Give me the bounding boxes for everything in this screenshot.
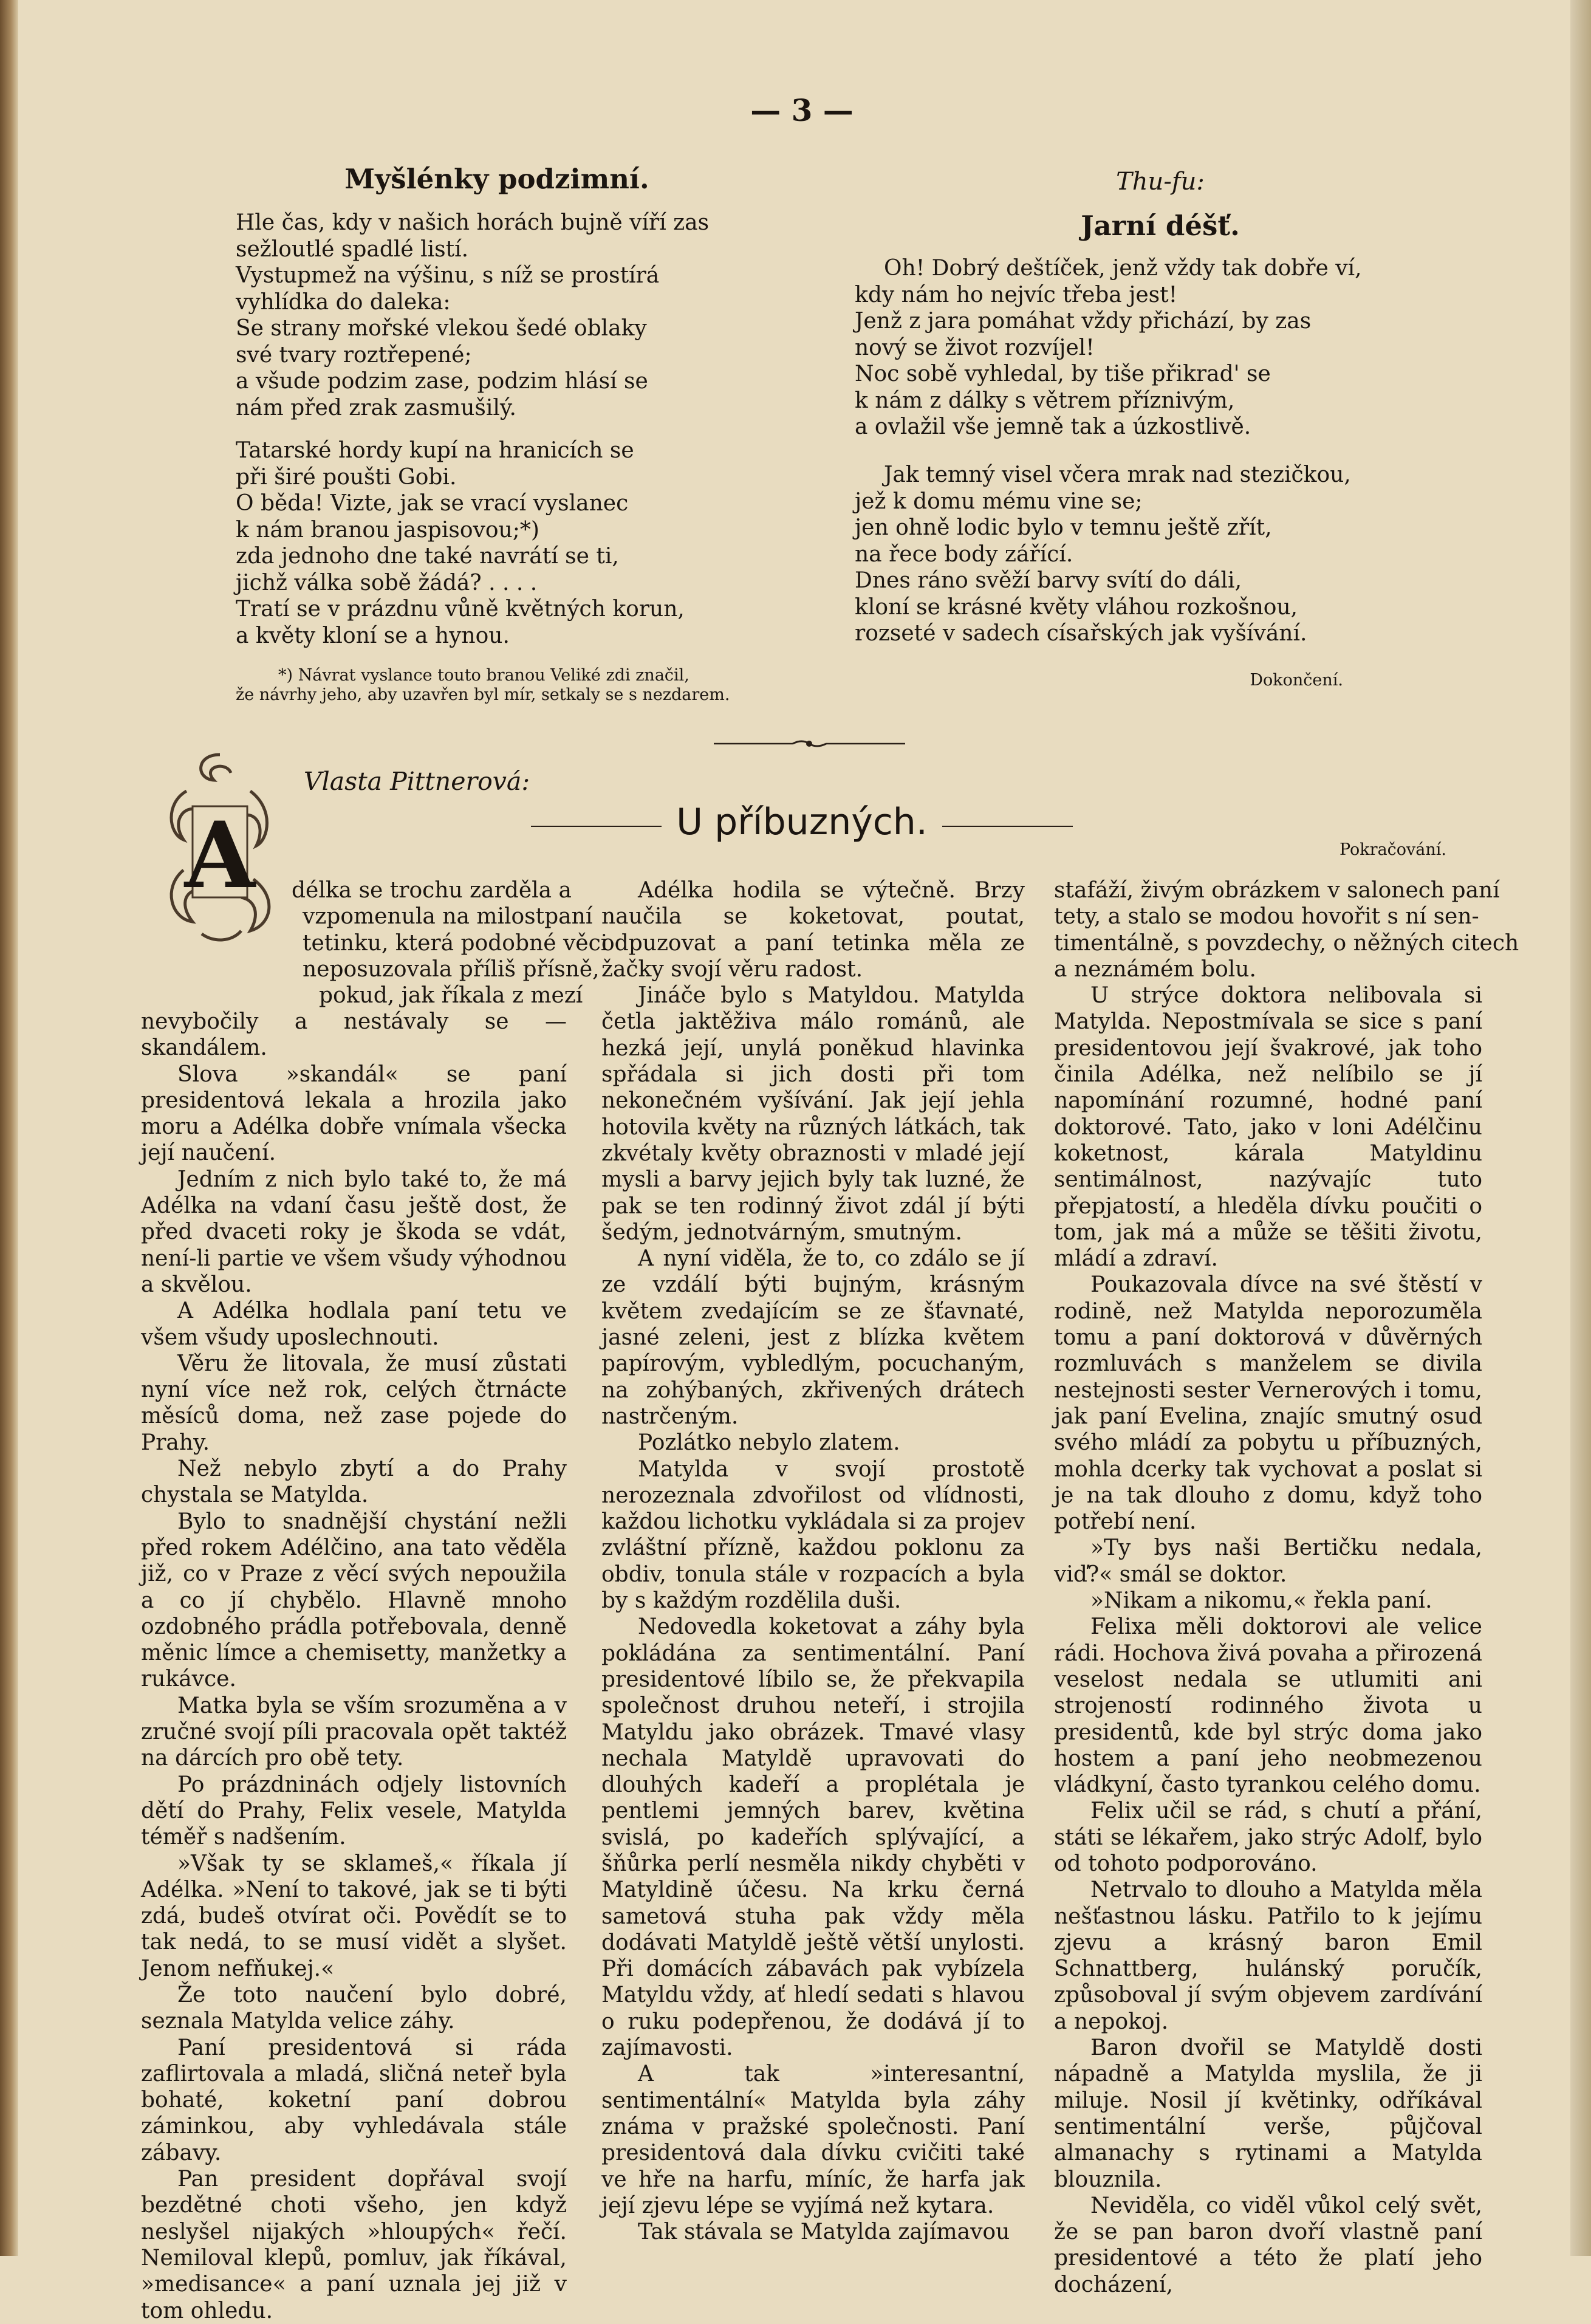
- paragraph: A Adélka hodlala paní tetu ve všem všudy uposlechnouti.: [141, 1298, 567, 1350]
- poem-line: a květy kloní se a hynou.: [236, 623, 510, 648]
- paragraph: Pozlátko nebylo zlatem.: [638, 1430, 900, 1456]
- paragraph: nevybočily a nestávaly se — skandálem.: [141, 1009, 567, 1061]
- poem-line: Jak temný visel včera mrak nad stezičkou,: [884, 462, 1351, 487]
- paragraph: Slova »skandál« se paní presidentová lekala a hrozila jako moru a Adélka dobře vnímala všecka její naučení.: [141, 1061, 567, 1166]
- poem-line: kdy nám ho nejvíc třeba jest!: [855, 282, 1178, 307]
- paragraph: »Však ty se sklameš,« říkala jí Adélka. »Není to takové, jak se ti býti zdá, budeš otvírat oči. Povědít se to tak nedá, to se musí vidět a slyšet. Jenom nefňukej.«: [141, 1851, 567, 1981]
- text-line: a neznámém bolu.: [1054, 956, 1256, 982]
- poem-line: Noc sobě vyhledal, by tiše přikrad' se: [855, 362, 1271, 386]
- poem-line: nový se život rozvíjel!: [855, 335, 1095, 360]
- story-title-row: [516, 801, 1087, 843]
- text-line: pokud, jak říkala z mezí: [319, 983, 583, 1009]
- footnote: [236, 666, 758, 705]
- story-column-3: [1054, 877, 1519, 2298]
- poem-right-stanza-1: [855, 255, 1462, 440]
- poem-line: zda jednoho dne také navrátí se ti,: [236, 544, 619, 569]
- poem-line: a všude podzim zase, podzim hlásí se: [236, 369, 648, 394]
- poem-line: Tratí se v prázdnu vůně květných korun,: [236, 597, 685, 622]
- continuation-note: Pokračování.: [1339, 840, 1446, 859]
- page-number: — 3 —: [750, 92, 854, 128]
- paragraph: Bylo to snadnější chystání nežli před rokem Adélčino, ana tato věděla již, co v Praze z věcí svých nepoužila a co jí chybělo. Hlavně mnoho ozdobného prádla potřebovala, denně měnic límce a chemisetty, manžetky a rukávce.: [141, 1509, 567, 1692]
- poem-right-stanza-2: [855, 462, 1462, 647]
- paragraph: Adélka hodila se výtečně. Brzy naučila se koketovat, poutat, odpuzovat a paní tetinka měla ze žačky svojí věru radost.: [601, 878, 1025, 982]
- paragraph: Matka byla se vším srozuměna a v zručné svojí píli pracovala opět taktéž na dárcích pro obě tety.: [141, 1693, 567, 1771]
- poem-left-title: Myšlénky podzimní.: [344, 163, 649, 195]
- column-1-opening: [292, 877, 608, 1009]
- poem-line: kloní se krásné květy vláhou rozkošnou,: [855, 594, 1298, 620]
- poem-line: k nám branou jaspisovou;*): [236, 517, 539, 543]
- title-rule-right: [942, 826, 1073, 827]
- dropcap-ornament: [159, 749, 281, 943]
- poem-line: a ovlažil vše jemně tak a úzkostlivě.: [855, 414, 1251, 439]
- paragraph: Baron dvořil se Matyldě dosti nápadně a Matylda myslila, že ji miluje. Nosil jí květinky, odříkával sentimentální verše, půjčoval almanachy s rytinami a Matylda blouznila.: [1054, 2035, 1482, 2192]
- paragraph: Věru že litovala, že musí zůstati nyní více než rok, celých čtrnácte měsíců doma, než zase pojede do Prahy.: [141, 1351, 567, 1455]
- paragraph: Tak stávala se Matylda zajímavou: [638, 2219, 1010, 2245]
- story-column-2: [601, 877, 1025, 2245]
- poem-line: rozseté v sadech císařských jak vyšívání.: [855, 621, 1307, 646]
- poem-left-stanza-2: [236, 437, 758, 649]
- text-line: vzpomenula na milostpaní: [303, 904, 593, 930]
- paragraph: Netrvalo to dlouho a Matylda měla nešťastnou lásku. Patřilo to k jejímu zjevu a krásný baron Emil Schnattberg, hulánský poručík, způsoboval jí svým objevem zardívání a nepokoj.: [1054, 1877, 1482, 2034]
- paragraph: U strýce doktora nelibovala si Matylda. Nepostmívala se sice s paní presidentovou její švakrové, jak toho činila Adélka, než nelíbilo se jí napomínání rozumné, hodné paní doktorové. Tato, jako v loni Adélčinu koketnost, kárala Matyldinu sentimálnost, nazývajíc tuto přepjatostí, a hleděla dívku poučiti o tom, jak má a může se těšiti životu, mládí a zdraví.: [1054, 983, 1482, 1272]
- text-line: tetinku, která podobné věci: [303, 930, 608, 956]
- poem-right-author: Thu-fu:: [1116, 168, 1205, 196]
- paragraph: Nedovedla koketovat a záhy byla pokládána za sentimentální. Paní presidentové líbilo se, že překvapila společnost druhou neteří, i strojila Matyldu jako obrázek. Tmavé vlasy nechala Matyldě upravovati do dlouhých kadeří a proplétala je pentlemi jemných barev, květina svislá, po kadeřích splývající, a šňůrka perlí nesměla nikdy chyběti v Matyldině účesu. Na krku černá sametová stuha pak vždy měla dodávati Matyldě ještě větší unylosti. Při domácích zábavách pak vybízela Matyldu vždy, ať hledí sedati s hlavou o ruku podepřenou, že dodává jí to zajímavosti.: [601, 1614, 1025, 2061]
- paragraph: Poukazovala dívce na své štěstí v rodině, než Matylda neporozuměla tomu a paní doktorová v důvěrných rozmluvách s manželem se divila nestejnosti sester Vernerových i tomu, jak paní Evelina, znajíc smutný osud svého mládí za pobytu u příbuzných, mohla dcerky tak vychovat a poslat si je na tak dlouho z domu, když toho potřebí není.: [1054, 1272, 1482, 1535]
- poem-left-stanza-1: [236, 210, 758, 421]
- poem-line: jež k domu mému vine se;: [855, 488, 1143, 514]
- paragraph: Po prázdninách odjely listovních dětí do Prahy, Felix vesele, Matylda téměř s nadšením.: [141, 1772, 567, 1850]
- paragraph: Neviděla, co viděl vůkol celý svět, že se pan baron dvoří vlastně paní presidentové a této že platí jeho docházení,: [1054, 2193, 1482, 2297]
- poem-line: Vystupmež na výšinu, s níž se prostírá: [236, 263, 660, 288]
- poem-line: k nám z dálky s větrem příznivým,: [855, 388, 1235, 413]
- paragraph: Felixa měli doktorovi ale velice rádi. Hochova živá povaha a přirozená veselost nedala se utlumiti ani strojeností rodinného života u presidentů, kde byl strýc doma jako hostem a paní jeho neobmezenou vládkyní, často tyrankou celého domu.: [1054, 1614, 1482, 1798]
- dropcap-letter: A: [184, 802, 256, 909]
- text-line: tety, a stalo se modou hovořit s ní sen-: [1054, 904, 1479, 930]
- book-spine-shadow: [0, 0, 18, 2256]
- poem-line: Jenž z jara pomáhat vždy přichází, by zas: [855, 309, 1312, 334]
- paragraph: Paní presidentová si ráda zaflirtovala a mladá, sličná neteř byla bohaté, koketní paní dobrou záminkou, aby vyhledávala stále zábavy.: [141, 2035, 567, 2165]
- paragraph: »Nikam a nikomu,« řekla paní.: [1090, 1588, 1432, 1614]
- poem-line: na řece body zářící.: [855, 541, 1073, 567]
- paragraph: A tak »interesantní, sentimentální« Matylda byla záhy známa v pražské společnosti. Paní presidentová dala dívku cvičiti také ve hře na harfu, míníc, že harfa jak její zjevu lépe se vyjímá než kytara.: [601, 2062, 1025, 2218]
- paragraph: Než nebylo zbytí a do Prahy chystala se Matylda.: [141, 1456, 567, 1508]
- page-edge: [1570, 0, 1591, 2256]
- poem-line: vyhlídka do daleka:: [236, 289, 451, 315]
- title-rule-left: [531, 826, 662, 827]
- text-line: neposuzovala příliš přísně,: [303, 956, 600, 982]
- text-line: délka se trochu zarděla a: [292, 878, 572, 903]
- poem-line: Se strany mořské vlekou šedé oblaky: [236, 316, 647, 341]
- paragraph: »Ty bys naši Bertičku nedala, viď?« smál se doktor.: [1054, 1535, 1482, 1587]
- story-title: U příbuzných.: [676, 801, 928, 843]
- footnote-line: *) Návrat vyslance touto branou Veliké zdi značil,: [278, 666, 689, 685]
- text-line: stafáží, živým obrázkem v salonech paní: [1054, 878, 1500, 903]
- poem-line: sežloutlé spadlé listí.: [236, 236, 469, 262]
- paragraph: Felix učil se rád, s chutí a přání, státi se lékařem, jako strýc Adolf, bylo od tohoto podporováno.: [1054, 1798, 1482, 1876]
- poem-line: Oh! Dobrý deštíček, jenž vždy tak dobře ví,: [884, 256, 1362, 281]
- poem-line: nám před zrak zasmušilý.: [236, 395, 516, 420]
- end-note: Dokončení.: [1250, 671, 1343, 690]
- poem-line: jichž válka sobě žádá? . . . .: [236, 570, 538, 595]
- paragraph: A nyní viděla, že to, co zdálo se jí ze vzdálí býti bujným, krásným květem zvedajícím se ze šťavnaté, jasné zeleni, jest z blízka květem papírovým, vybledlým, pocuchaným, na zohýbaných, zkřivených drátech nastrčeným.: [601, 1246, 1025, 1429]
- story-column-1: [141, 1009, 567, 2324]
- paragraph: Jedním z nich bylo také to, že má Adélka na vdaní času ještě dost, že před dvaceti roky je škoda se vdát, není-li partie ve všem všudy výhodnou a skvělou.: [141, 1167, 567, 1297]
- divider-ornament: [714, 732, 905, 756]
- poem-right-title: Jarní déšť.: [1081, 210, 1240, 242]
- poem-line: při širé poušti Gobi.: [236, 464, 457, 490]
- footnote-line: že návrhy jeho, aby uzavřen byl mír, setkaly se s nezdarem.: [236, 685, 730, 704]
- story-author: Vlasta Pittnerová:: [304, 767, 530, 796]
- poem-line: své tvary roztřepené;: [236, 342, 472, 368]
- text-line: timentálně, s povzdechy, o něžných citech: [1054, 930, 1519, 956]
- paragraph: Jináče bylo s Matyldou. Matylda četla jaktěživa málo románů, ale hezká její, unylá poněkud hlavinka spřádala si jich dosti při tom nekonečném vyšívání. Jak její jehla hotovila květy na různých látkách, tak zkvétaly květy obraznosti v mladé její mysli a barvy jejich byly tak luzné, že pak se ten rodinný život zdál jí býti šedým, jednotvárným, smutným.: [601, 983, 1025, 1245]
- poem-line: jen ohně lodic bylo v temnu ještě zřít,: [855, 515, 1272, 540]
- paragraph: Matylda v svojí prostotě nerozeznala zdvořilost od vlídnosti, každou lichotku vykládala si za projev zvláštní přízně, každou poklonu za obdiv, tonula stále v rozpacích a byla by s každým rozdělila duši.: [601, 1456, 1025, 1614]
- paragraph: Že toto naučení bylo dobré, seznala Matylda velice záhy.: [141, 1982, 567, 2034]
- poem-line: O běda! Vizte, jak se vrací vyslanec: [236, 491, 629, 516]
- paragraph: Pan president dopřával svojí bezdětné choti všeho, jen když neslyšel nijakých »hloupých« řečí. Nemiloval klepů, pomluv, jak říkával, »medisance« a paní uznala jej již v tom ohledu.: [141, 2167, 567, 2323]
- poem-line: Tatarské hordy kupí na hranicích se: [236, 438, 634, 463]
- poem-line: Dnes ráno svěží barvy svítí do dáli,: [855, 568, 1242, 593]
- poem-line: Hle čas, kdy v našich horách bujně víří zas: [236, 210, 710, 235]
